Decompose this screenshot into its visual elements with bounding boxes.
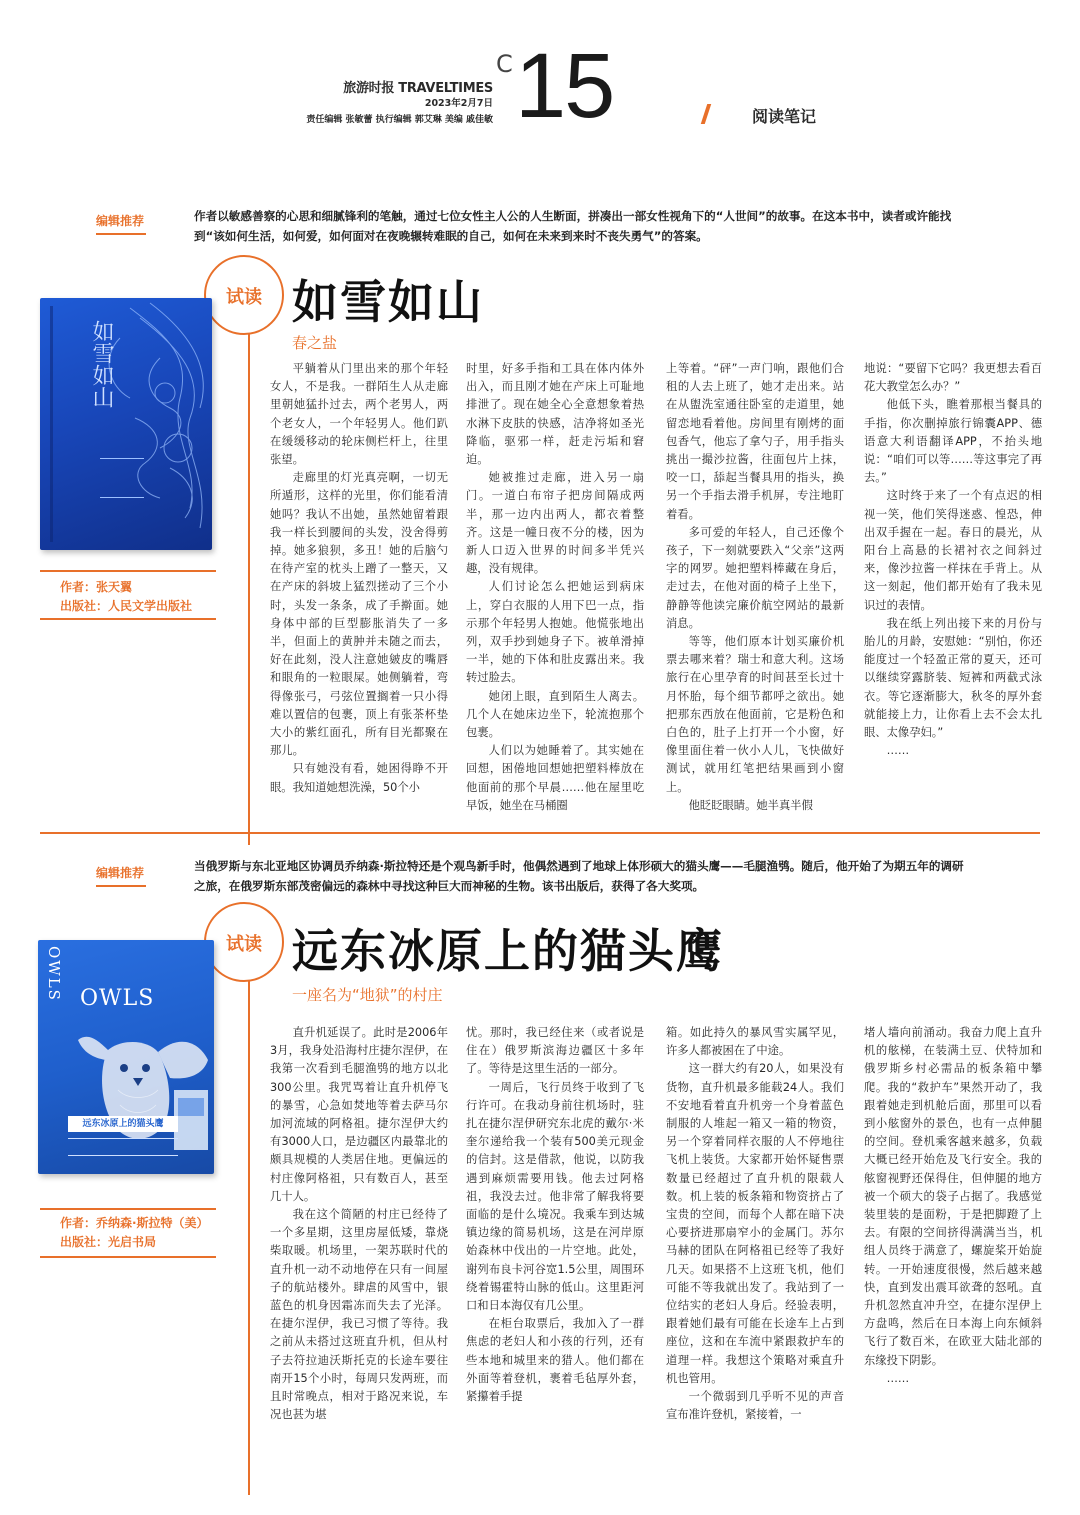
paragraph: 箱。如此持久的暴风雪实属罕见，许多人都被困在了中途。 (666, 1026, 844, 1058)
article-separator (40, 832, 1040, 834)
article-subtitle: 一座名为“地狱”的村庄 (292, 986, 443, 1004)
paragraph: 地说：“要留下它吗？我更想去看百花大教堂怎么办？” (864, 362, 1042, 394)
book-banner: 远东冰原上的猫头鹰 (68, 1116, 178, 1132)
paragraph: 这一群大约有20人，如果没有货物，直升机最多能载24人。我们不安地看着直升机旁一个身着蓝色制服的人堆起一箱又一箱的物资，另一个穿着同样衣服的人不停地往飞机上装货。大家都开始怀疑售票数量已经超过了直升机的限载人数。机上装的板条箱和物资挤占了宝贵的空间，而每个人都在暗下决心要挤进那扇窄小的金属门。苏尔马赫的团队在阿格祖已经等了我好几天。如果搭不上这班飞机，他们可能不等我就出发了。我站到了一位结实的老妇人身后。经验表明，跟着她们最有可能在长途车上占到座位，这和在车流中紧跟救护车的道理一样。我想这个策略对乘直升机也管用。 (666, 1062, 844, 1385)
orange-rule (40, 1256, 216, 1258)
article-column (270, 1024, 448, 1496)
orange-rule (40, 1208, 216, 1210)
article-subtitle: 春之盐 (292, 334, 338, 352)
issue-date: 2023年2月7日 (424, 98, 493, 109)
paragraph: 只有她没有看，她困得睁不开眼。我知道她想洗澡，50个小 (270, 762, 448, 794)
editor-pick-label: 编辑推荐 (96, 214, 145, 228)
tag-underline (96, 885, 146, 887)
article-column (466, 360, 644, 822)
page-number: 15 (515, 35, 614, 137)
orange-rule-vertical (248, 945, 250, 1495)
paper-name: 旅游时报 TRAVELTIMES (343, 81, 493, 96)
article-column (666, 1024, 844, 1496)
trial-read-badge (204, 255, 284, 335)
paragraph: 他眨眨眼睛。她半真半假 (688, 798, 813, 812)
book-spine-title: OWLS (45, 946, 63, 1002)
paragraph: 我在纸上列出接下来的月份与胎儿的月龄，安慰她：“别怕，你还能度过一个轻盈正常的夏天，还可以继续穿露脐装、短裤和两截式泳衣。等它逐渐膨大，秋冬的厚外套就能接上力，让你看上去不会太扎眼、太像孕妇。” (864, 616, 1042, 740)
book-cover (38, 940, 214, 1174)
paragraph: 一个微弱到几乎听不见的声音宣布准许登机，紧接着，一 (666, 1390, 844, 1422)
article-column (864, 1024, 1042, 1496)
orange-rule (40, 618, 216, 620)
book-cover-title: 如雪如山 (89, 320, 114, 408)
cover-blurb-block (100, 458, 144, 498)
book-cover-title: OWLS (80, 986, 155, 1011)
trial-read-badge (204, 902, 284, 982)
editor-pick-label: 编辑推荐 (96, 866, 145, 880)
paragraph: …… (886, 744, 910, 758)
paragraph: 我在这个简陋的村庄已经待了一个多星期，这里房屋低矮，靠烧柴取暖。机场里，一架苏联时代的直升机一动不动地停在只有一间屋子的航站楼外。肆虐的风雪中，银蓝色的机身因霜冻而失去了光泽。在捷尔涅伊，我已习惯了等待。我之前从未搭过这班直升机，但从村子去符拉迪沃斯托克的长途车要往南开15个小时，每周只发两班，而且时常晚点，相对于路况来说，车况也甚为堪 (270, 1208, 448, 1422)
paragraph: 这时终于来了一个有点迟的相视一笑，他们笑得迷惑、惶恐，伸出双手握在一起。春日的晨光，从阳台上高悬的长裙衬衣之间斜过来，像沙拉酱一样抹在手背上。从这一刻起，他们都开始有了我未见识过的表情。 (864, 489, 1042, 612)
book-author: 作者：乔纳森·斯拉特（美） (60, 1216, 209, 1230)
article-column (666, 360, 844, 822)
paragraph: 他低下头，瞧着那根当餐具的手指，你次删掉旅行锦囊APP、德语意大利语翻译APP，不抬头地说：“咱们可以等……等这事完了再去。” (864, 398, 1042, 485)
paragraph: 走廊里的灯光真亮啊，一切无所遁形，这样的光里，你们能看清她吗？我认不出她，虽然她留着跟我一样长到腰间的头发，没舍得剪掉。她多狼狈，多丑！她的后脑勺在待产室的枕头上蹭了一整天，又在产床的斜坡上猛烈搓动了三个小时，头发一条条，成了手擀面。她身体中部的巨型膨胀消失了一多半，但面上的黄肿并未随之而去，好在此刻，没人注意她皴皮的嘴唇和眼角的一粒眼屎。她侧躺着，弯得像张弓，弓弦位置搁着一只小得难以置信的包裹，顶上有张茶杯垫大小的紫红面孔，所有目光都聚在那儿。 (270, 471, 448, 758)
book-publisher: 出版社：光启书局 (60, 1235, 157, 1249)
paragraph: 等等，他们原本计划买廉价机票去哪来着？瑞士和意大利。这场旅行在心里孕育的时间甚至长过十月怀胎，每个细节都呼之欲出。她把那东西放在他面前，它是粉色和白色的，肚子上打开一个小窗，好像里面住着一伙小人儿，飞快做好测试，就用红笔把结果画到小窗上。 (666, 635, 844, 794)
paragraph: 时里，好多手指和工具在体内体外出入，而且刚才她在产床上可耻地排泄了。现在她全心全意想象着热水淋下皮肤的快感，洁净将如圣光降临，驱邪一样，赶走污垢和窘迫。 (466, 362, 644, 467)
paragraph: 忧。那时，我已经住来（或者说是住在）俄罗斯滨海边疆区十多年了。等待是这里生活的一部分。 (466, 1026, 644, 1076)
book-info (60, 1214, 209, 1252)
article-column (864, 360, 1042, 822)
paragraph: 平躺着从门里出来的那个年轻女人，不是我。一群陌生人从走廊里朝她猛扑过去，两个老男人，两个老女人，一个年轻男人。他们趴在缓缓移动的轮床侧栏杆上，往里张望。 (270, 362, 448, 467)
cover-blurb-block (68, 1138, 178, 1156)
paragraph: 在柜台取票后，我加入了一群焦虑的老妇人和小孩的行列，还有些本地和城里来的猎人。他们都在外面等着登机，裹着毛毡厚外套，紧攥着手提 (466, 1317, 644, 1404)
trial-read-label: 试读 (226, 287, 262, 308)
article-column (270, 360, 448, 822)
slash-divider (701, 104, 711, 124)
article-intro: 作者以敏感善察的心思和细腻锋利的笔触，通过七位女性主人公的人生断面，拼凑出一部女性视角下的“人世间”的故事。在这本书中，读者或许能找到“该如何生活，如何爱，如何面对在夜晚辗转难眠的自己，如何在未来到来时不丧失勇气”的答案。 (194, 209, 952, 243)
editor-pick-tag (96, 864, 150, 887)
book-cover (40, 298, 212, 550)
orange-rule-vertical (248, 295, 250, 845)
paragraph: 人们讨论怎么把她运到病床上，穿白衣服的人用下巴一点，指示那个年轻男人抱她。他慌张地出列，双手抄到她身子下。被单滑掉一半，她的下体和肚皮露出来。我转过脸去。 (466, 580, 644, 685)
editor-pick-tag (96, 212, 150, 235)
paragraph: 堵人墙向前涌动。我奋力爬上直升机的舷梯，在装满土豆、伏特加和俄罗斯乡村必需品的板条箱中攀爬。我的“救护车”果然开动了，我跟着她走到机舱后面，那里可以看到小舷窗外的景色，也有一点伸腿的空间。登机乘客越来越多，负载大概已经开始危及飞行安全。我的舷窗视野还保得住，但伸腿的地方被一个硕大的袋子占据了。我感觉装里装的是面粉，于是把脚蹬了上去。有限的空间挤得满满当当，机组人员终于满意了，螺旋桨开始旋转。一开始速度很慢，然后越来越快，直到发出震耳欲聋的怒吼。直升机忽然直冲升空，在捷尔涅伊上方盘鸣，然后在日本海上向东倾斜飞行了数百米，在欧亚大陆北部的东缘投下阴影。 (864, 1026, 1042, 1367)
paragraph: 一周后，飞行员终于收到了飞行许可。在我动身前往机场时，驻扎在捷尔涅伊研究东北虎的戴尔·米奎尔递给我一个装有500美元现金的信封。这是借款，他说，以防我遇到麻烦需要用钱。他去过阿格祖，我没去过。他非常了解我将要面临的是什么境况。我乘车到达城镇边缘的简易机场，这是在河岸原始森林中伐出的一片空地。此处，谢列布良卡河谷宽1.5公里，周围环绕着锡霍特山脉的低山。这里距河口和日本海仅有几公里。 (466, 1080, 644, 1313)
cover-art (40, 298, 212, 550)
book-info (60, 578, 192, 616)
section-letter: C (496, 50, 513, 78)
book-publisher: 出版社：人民文学出版社 (60, 599, 193, 613)
tag-underline (96, 233, 146, 235)
article-column (466, 1024, 644, 1496)
paragraph: 多可爱的年轻人，自己还像个孩子，下一刻就要跌入“父亲”这两字的网罗。她把塑料棒藏在身后，走过去，在他对面的椅子上坐下，静静等他读完廉价航空网站的最新消息。 (666, 525, 844, 630)
paragraph: 她闭上眼，直到陌生人离去。几个人在她床边坐下，轮流抱那个包裹。 (466, 689, 644, 740)
paragraph: 她被推过走廊，进入另一扇门。一道白布帘子把房间隔成两半，那一边内出两人，都衣着整齐。这是一幢日夜不分的楼，因为新人口迈入世界的时间多半凭兴趣，没有规律。 (466, 471, 644, 576)
paragraph: 直升机延误了。此时是2006年3月，我身处沿海村庄捷尔涅伊，在我第一次看到毛腿渔鸮的地方以北300公里。我咒骂着让直升机停飞的暴雪，心急如焚地等着去萨马尔加河流域的阿格祖。捷尔涅伊大约有3000人口，是边疆区内最靠北的颇具规模的人类居住地。更偏远的村庄像阿格祖，只有数百人，甚至几十人。 (270, 1026, 448, 1203)
article-title: 远东冰原上的猫头鹰 (292, 924, 724, 978)
paragraph: 上等着。“砰”一声门响，跟他们合租的人去上班了，她才走出来。站在从盥洗室通往卧室的走道里，她留恋地看着他。房间里有刚烤的面包香气，他忘了拿勺子，用手指头挑出一撮沙拉酱，往面包片上抹，咬一口，舔起当餐具用的指头，换另一个手指去滑手机屏，专注地盯着看。 (666, 362, 844, 521)
editor-credits: 责任编辑 张敏蕾 执行编辑 郭艾琳 美编 戚佳敏 (306, 115, 493, 125)
book-author: 作者：张天翼 (60, 580, 133, 594)
trial-read-label: 试读 (226, 934, 262, 955)
paragraph: …… (886, 1371, 910, 1385)
orange-rule (40, 570, 216, 572)
article-intro: 当俄罗斯与东北亚地区协调员乔纳森·斯拉特还是个观鸟新手时，他偶然遇到了地球上体形硕大的猫头鹰——毛腿渔鸮。随后，他开始了为期五年的调研之旅，在俄罗斯东部茂密偏远的森林中寻找这种巨大而神秘的生物。该书出版后，获得了各大奖项。 (194, 859, 964, 893)
column-name: 阅读笔记 (752, 107, 817, 126)
article-title: 如雪如山 (292, 275, 484, 329)
paragraph: 人们以为她睡着了。其实她在回想，困倦地回想她把塑料棒放在他面前的那个早晨……他在屋里吃早饭，她坐在马桶圈 (466, 744, 644, 812)
